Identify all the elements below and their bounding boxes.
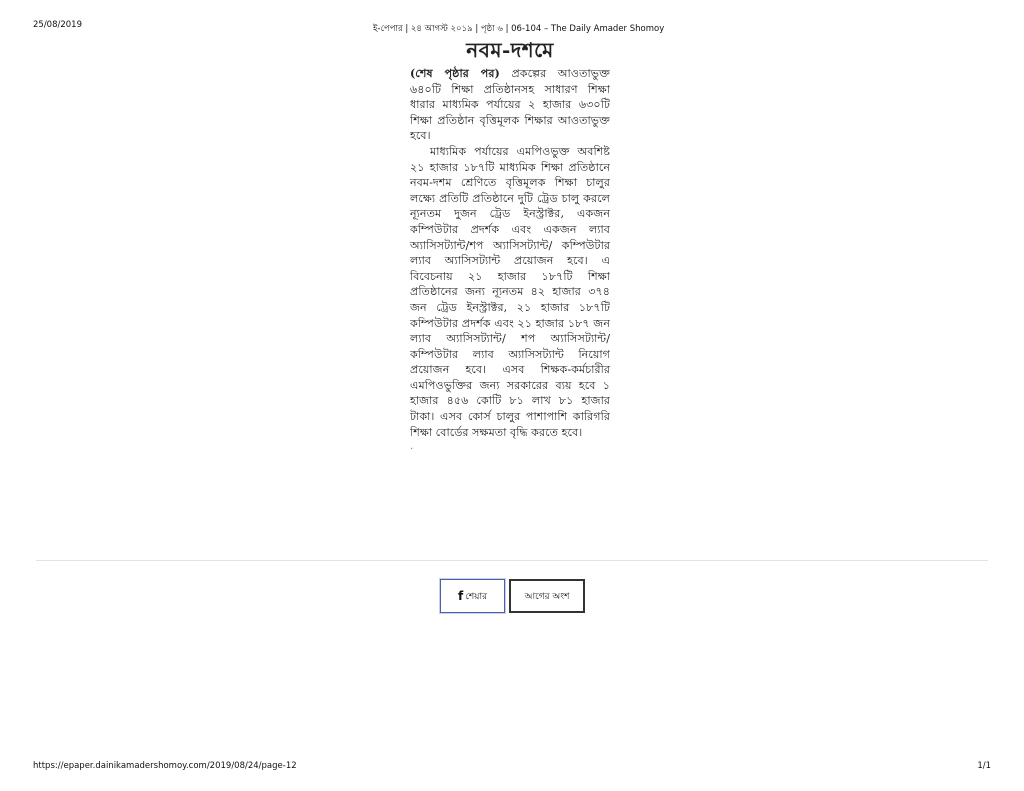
- print-page-title: ই-পেপার | ২৪ আগস্ট ২০১৯ | পৃষ্ঠা ৬ | 06-104 – The Daily Amader Shomoy: [373, 24, 665, 34]
- article-paragraph-2: মাধ্যমিক পর্যায়ের এমপিওভুক্ত অবশিষ্ট ২১ হাজার ১৮৭টি মাধ্যমিক শিক্ষা প্রতিষ্ঠানে নবম-দশম শ্রেণিতে বৃত্তিমূলক শিক্ষা চালুর লক্ষ্যে প্রতিটি প্রতিষ্ঠানে দুটি ট্রেড চালু করলে ন্যূনতম দুজন ট্রেড ইনস্ট্রাক্টর, একজন কম্পিউটার প্রদর্শক এবং একজন ল্যাব অ্যাসিসট্যান্ট/শপ অ্যাসিসট্যান্ট/ কম্পিউটার ল্যাব অ্যাসিসট্যান্ট প্রয়োজন হবে। এ বিবেচনায় ২১ হাজার ১৮৭টি শিক্ষা প্রতিষ্ঠানের জন্য ন্যূনতম ৪২ হাজার ৩৭৪ জন ট্রেড ইনস্ট্রাক্টর, ২১ হাজার ১৮৭টি কম্পিউটার প্রদর্শক এবং ২১ হাজার ১৮৭ জন ল্যাব অ্যাসিসট্যান্ট/ শপ অ্যাসিসট্যান্ট/ কম্পিউটার ল্যাব অ্যাসিসট্যান্ট নিয়োগ প্রয়োজন হবে। এসব শিক্ষক-কর্মচারীর এমপিওভুক্তির জন্য সরকারের ব্যয় হবে ১ হাজার ৪৫৬ কোটি ৮১ লাখ ৮১ হাজার টাকা। এসব কোর্স চালুর পাশাপাশি কারিগরি শিক্ষা বোর্ডের সক্ষমতা বৃদ্ধি করতে হবে।: [410, 144, 610, 439]
- article-actions: [440, 579, 585, 613]
- article-paragraph-1-text: প্রকল্পের আওতাভুক্ত ৬৪০টি শিক্ষা প্রতিষ্ঠানসহ সাধারণ শিক্ষা ধারার মাধ্যমিক পর্যায়ের ২ হাজার ৬৩০টি শিক্ষা প্রতিষ্ঠান বৃত্তিমূলক শিক্ষার আওতাভুক্ত হবে।: [410, 67, 610, 143]
- article-paragraph-1: [410, 66, 610, 144]
- print-url: https://epaper.dainikamadershomoy.com/2019/08/24/page-12: [33, 761, 297, 771]
- previous-part-button[interactable]: [509, 579, 585, 613]
- share-button[interactable]: [440, 579, 505, 613]
- newspaper-clipping: [410, 38, 610, 452]
- print-header: [33, 20, 991, 34]
- article-heading: নবম-দশমে: [466, 38, 554, 62]
- print-date: 25/08/2019: [33, 20, 82, 30]
- previous-part-label: আগের অংশ: [524, 591, 570, 602]
- facebook-icon: f: [457, 589, 464, 603]
- article-lead: (শেষ পৃষ্ঠার পর): [410, 66, 500, 80]
- content-divider: [36, 560, 988, 561]
- share-button-label: শেয়ার: [465, 591, 488, 602]
- print-footer: [33, 761, 991, 775]
- article-end-mark: .: [410, 441, 414, 453]
- print-page-count: 1/1: [977, 761, 991, 771]
